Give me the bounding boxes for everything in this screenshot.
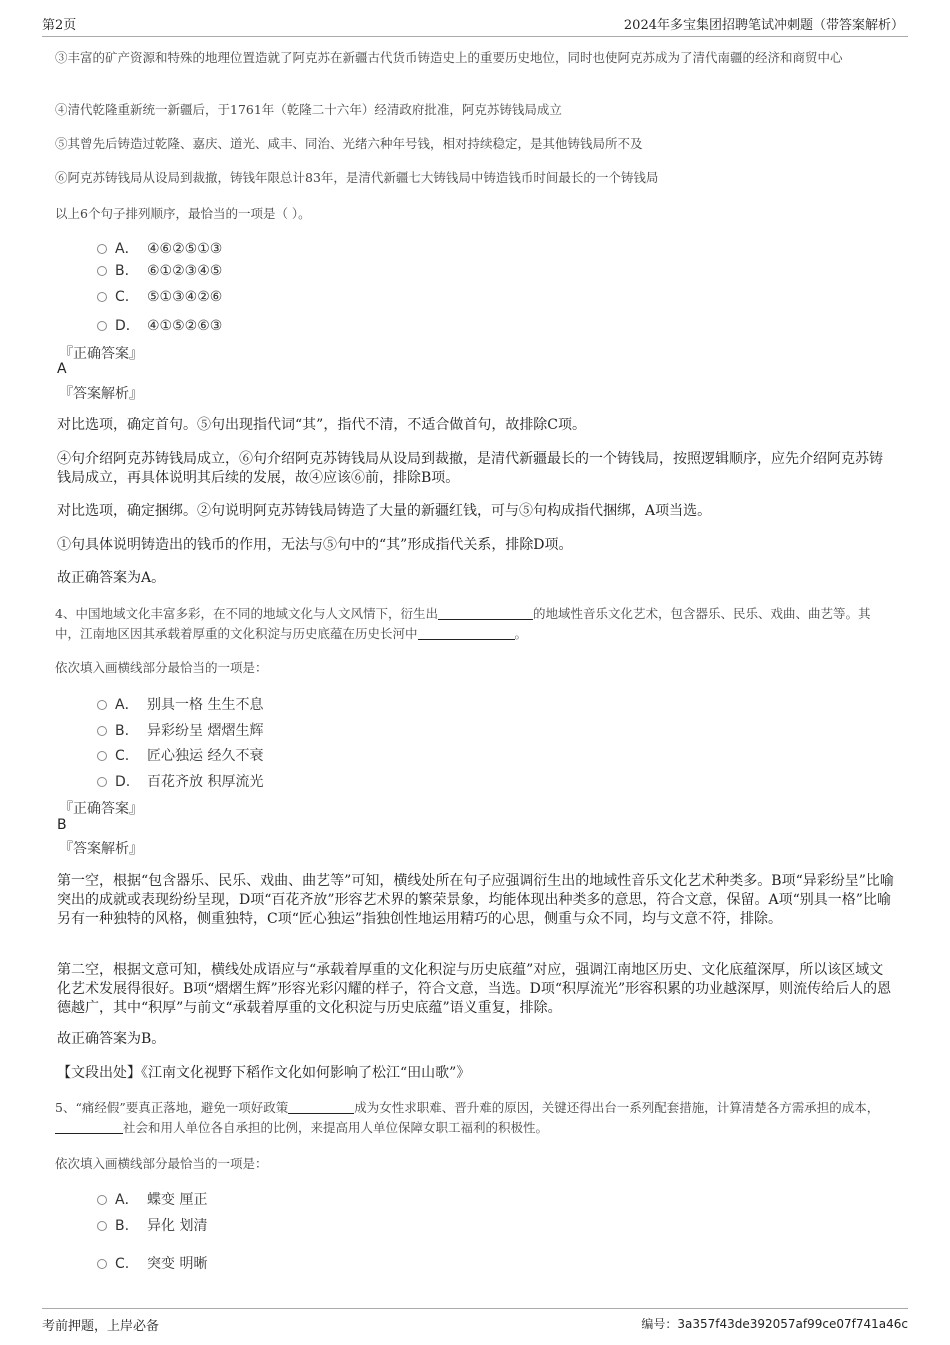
option-c[interactable] [97, 289, 222, 305]
radio-icon[interactable] [97, 777, 107, 787]
analysis-conclusion: 故正确答案为A。 [57, 570, 166, 586]
radio-icon[interactable] [97, 1221, 107, 1231]
correct-answer: A [57, 361, 67, 377]
option-text: ⑤①③④②⑥ [147, 289, 223, 305]
option-text: 百花齐放 积厚流光 [147, 774, 264, 790]
sentence-4: ④清代乾隆重新统一新疆后，于1761年（乾隆二十六年）经清政府批准，阿克苏铸钱局成立 [55, 102, 562, 117]
radio-icon[interactable] [97, 321, 107, 331]
question-prompt: 依次填入画横线部分最恰当的一项是： [55, 660, 268, 675]
option-text: 别具一格 生生不息 [147, 697, 264, 713]
option-key: C. [115, 748, 130, 764]
radio-icon[interactable] [97, 726, 107, 736]
stem-text: 社会和用人单位各自承担的比例，来提高用人单位保障女职工福利的积极性。 [123, 1120, 549, 1135]
option-b[interactable] [97, 720, 263, 740]
correct-answer: B [57, 817, 67, 833]
document-code [641, 1315, 908, 1332]
option-text: ④⑥②⑤①③ [147, 241, 223, 257]
option-text: ⑥①②③④⑤ [147, 263, 223, 279]
analysis-paragraph: 对比选项，确定首句。⑤句出现指代词“其”，指代不清，不适合做首句，故排除C项。 [57, 417, 587, 433]
option-text: 异彩纷呈 熠熠生辉 [147, 723, 264, 739]
document-title: 2024年多宝集团招聘笔试冲刺题（带答案解析） [623, 18, 904, 33]
sentence-5: ⑤其曾先后铸造过乾隆、嘉庆、道光、咸丰、同治、光绪六种年号钱，相对持续稳定，是其他铸钱局所不及 [55, 136, 643, 151]
stem-text: 。 [514, 626, 528, 641]
option-d[interactable] [97, 771, 263, 791]
correct-answer-label: 『正确答案』 [59, 801, 143, 817]
radio-icon[interactable] [97, 1259, 107, 1269]
question-5-stem [55, 1098, 895, 1138]
fill-blank [438, 607, 533, 620]
fill-blank [288, 1101, 354, 1114]
analysis-paragraph: ④句介绍阿克苏铸钱局成立，⑥句介绍阿克苏铸钱局从设局到裁撤，是清代新疆最长的一个铸钱局，按照逻辑顺序，应先介绍阿克苏铸钱局成立，再具体说明其后续的发展，故④应该⑥前，排除B项。 [57, 451, 883, 486]
option-b[interactable] [97, 263, 222, 279]
code-label: 编号： [641, 1317, 678, 1331]
option-key: B. [115, 1218, 130, 1234]
text-source: 【文段出处】《江南文化视野下稻作文化如何影响了松江“田山歌”》 [57, 1065, 471, 1081]
option-b[interactable] [97, 1215, 207, 1235]
question-prompt: 以上6个句子排列顺序，最恰当的一项是（ ）。 [55, 206, 311, 221]
option-text: 异化 划清 [147, 1218, 208, 1234]
option-text: ④①⑤②⑥③ [147, 318, 223, 334]
option-a[interactable] [97, 1189, 207, 1209]
fill-blank [55, 1121, 123, 1134]
option-key: C. [115, 1256, 130, 1272]
page-number: 第2页 [42, 18, 77, 33]
page-header [42, 10, 908, 37]
code-value: 3a357f43de392057af99ce07f741a46c [677, 1317, 908, 1331]
analysis-conclusion: 故正确答案为B。 [57, 1031, 166, 1047]
option-key: D． [115, 318, 140, 334]
option-key: B. [115, 263, 130, 279]
option-key: D. [115, 774, 131, 790]
stem-text: 的地域性音乐文化艺术，包含器乐、民乐、戏曲、曲艺等。其中，江南地区因其承载着厚重的文化积淀与历史底蕴在历史长河中 [55, 606, 871, 641]
option-text: 匠心独运 经久不衰 [147, 748, 264, 764]
page-footer [42, 1308, 908, 1339]
analysis-paragraph: 第二空，根据文意可知，横线处成语应与“承载着厚重的文化积淀与历史底蕴”对应，强调江南地区历史、文化底蕴深厚，所以该区域文化艺术发展得很好。B项“熠熠生辉”形容光彩闪耀的样子，符合文意，当选。D项“积厚流光”形容积累的功业越深厚，则流传给后人的恩德越广，其中“积厚”与前文“承载着厚重的文化积淀与历史底蕴”语义重复，排除。 [57, 962, 892, 1016]
option-key: A． [115, 697, 139, 713]
radio-icon[interactable] [97, 292, 107, 302]
analysis-paragraph: 对比选项，确定捆绑。②句说明阿克苏铸钱局铸造了大量的新疆红钱，可与⑤句构成指代捆绑，A项当选。 [57, 503, 712, 519]
option-d[interactable] [97, 315, 222, 335]
option-key: B. [115, 723, 130, 739]
footer-slogan: 考前押题，上岸必备 [42, 1319, 160, 1334]
radio-icon[interactable] [97, 1195, 107, 1205]
analysis-paragraph: 第一空，根据“包含器乐、民乐、戏曲、曲艺等”可知，横线处所在句子应强调衍生出的地域性音乐文化艺术种类多。B项“异彩纷呈”比喻突出的成就或表现纷纷呈现，D项“百花齐放”形容艺术界的繁荣景象，均能体现出种类多的意思，符合文意，保留。A项“别具一格”比喻另有一种独特的风格，侧重独特，C项“匠心独运”指独创性地运用精巧的心思，侧重与众不同，均与文意不符，排除。 [57, 873, 894, 927]
option-key: A． [115, 241, 139, 257]
sentence-3: ③丰富的矿产资源和特殊的地理位置造就了阿克苏在新疆古代货币铸造史上的重要历史地位，同时也使阿克苏成为了清代南疆的经济和商贸中心 [55, 50, 843, 65]
stem-text: 成为女性求职难、晋升难的原因，关键还得出台一系列配套措施，计算清楚各方需承担的成本， [354, 1100, 880, 1115]
analysis-label: 『答案解析』 [59, 841, 143, 857]
analysis-paragraph: ①句具体说明铸造出的钱币的作用，无法与⑤句中的“其”形成指代关系，排除D项。 [57, 537, 573, 553]
analysis-label: 『答案解析』 [59, 386, 143, 402]
stem-text: 4、中国地域文化丰富多彩，在不同的地域文化与人文风情下，衍生出 [55, 606, 438, 621]
option-key: A． [115, 1192, 139, 1208]
question-prompt: 依次填入画横线部分最恰当的一项是： [55, 1156, 268, 1171]
correct-answer-label: 『正确答案』 [59, 346, 143, 362]
stem-text: 5、“痛经假”要真正落地，避免一项好政策 [55, 1100, 289, 1115]
option-text: 蝶变 厘正 [147, 1192, 208, 1208]
question-4-stem [55, 604, 895, 644]
radio-icon[interactable] [97, 266, 107, 276]
radio-icon[interactable] [97, 751, 107, 761]
option-c[interactable] [97, 745, 263, 765]
option-a[interactable] [97, 238, 222, 258]
option-c[interactable] [97, 1253, 207, 1273]
option-a[interactable] [97, 694, 263, 714]
option-text: 突变 明晰 [147, 1256, 208, 1272]
fill-blank [418, 627, 515, 640]
sentence-6: ⑥阿克苏铸钱局从设局到裁撤，铸钱年限总计83年，是清代新疆七大铸钱局中铸造钱币时间最长的一个铸钱局 [55, 170, 659, 185]
option-key: C. [115, 289, 130, 305]
radio-icon[interactable] [97, 244, 107, 254]
radio-icon[interactable] [97, 700, 107, 710]
